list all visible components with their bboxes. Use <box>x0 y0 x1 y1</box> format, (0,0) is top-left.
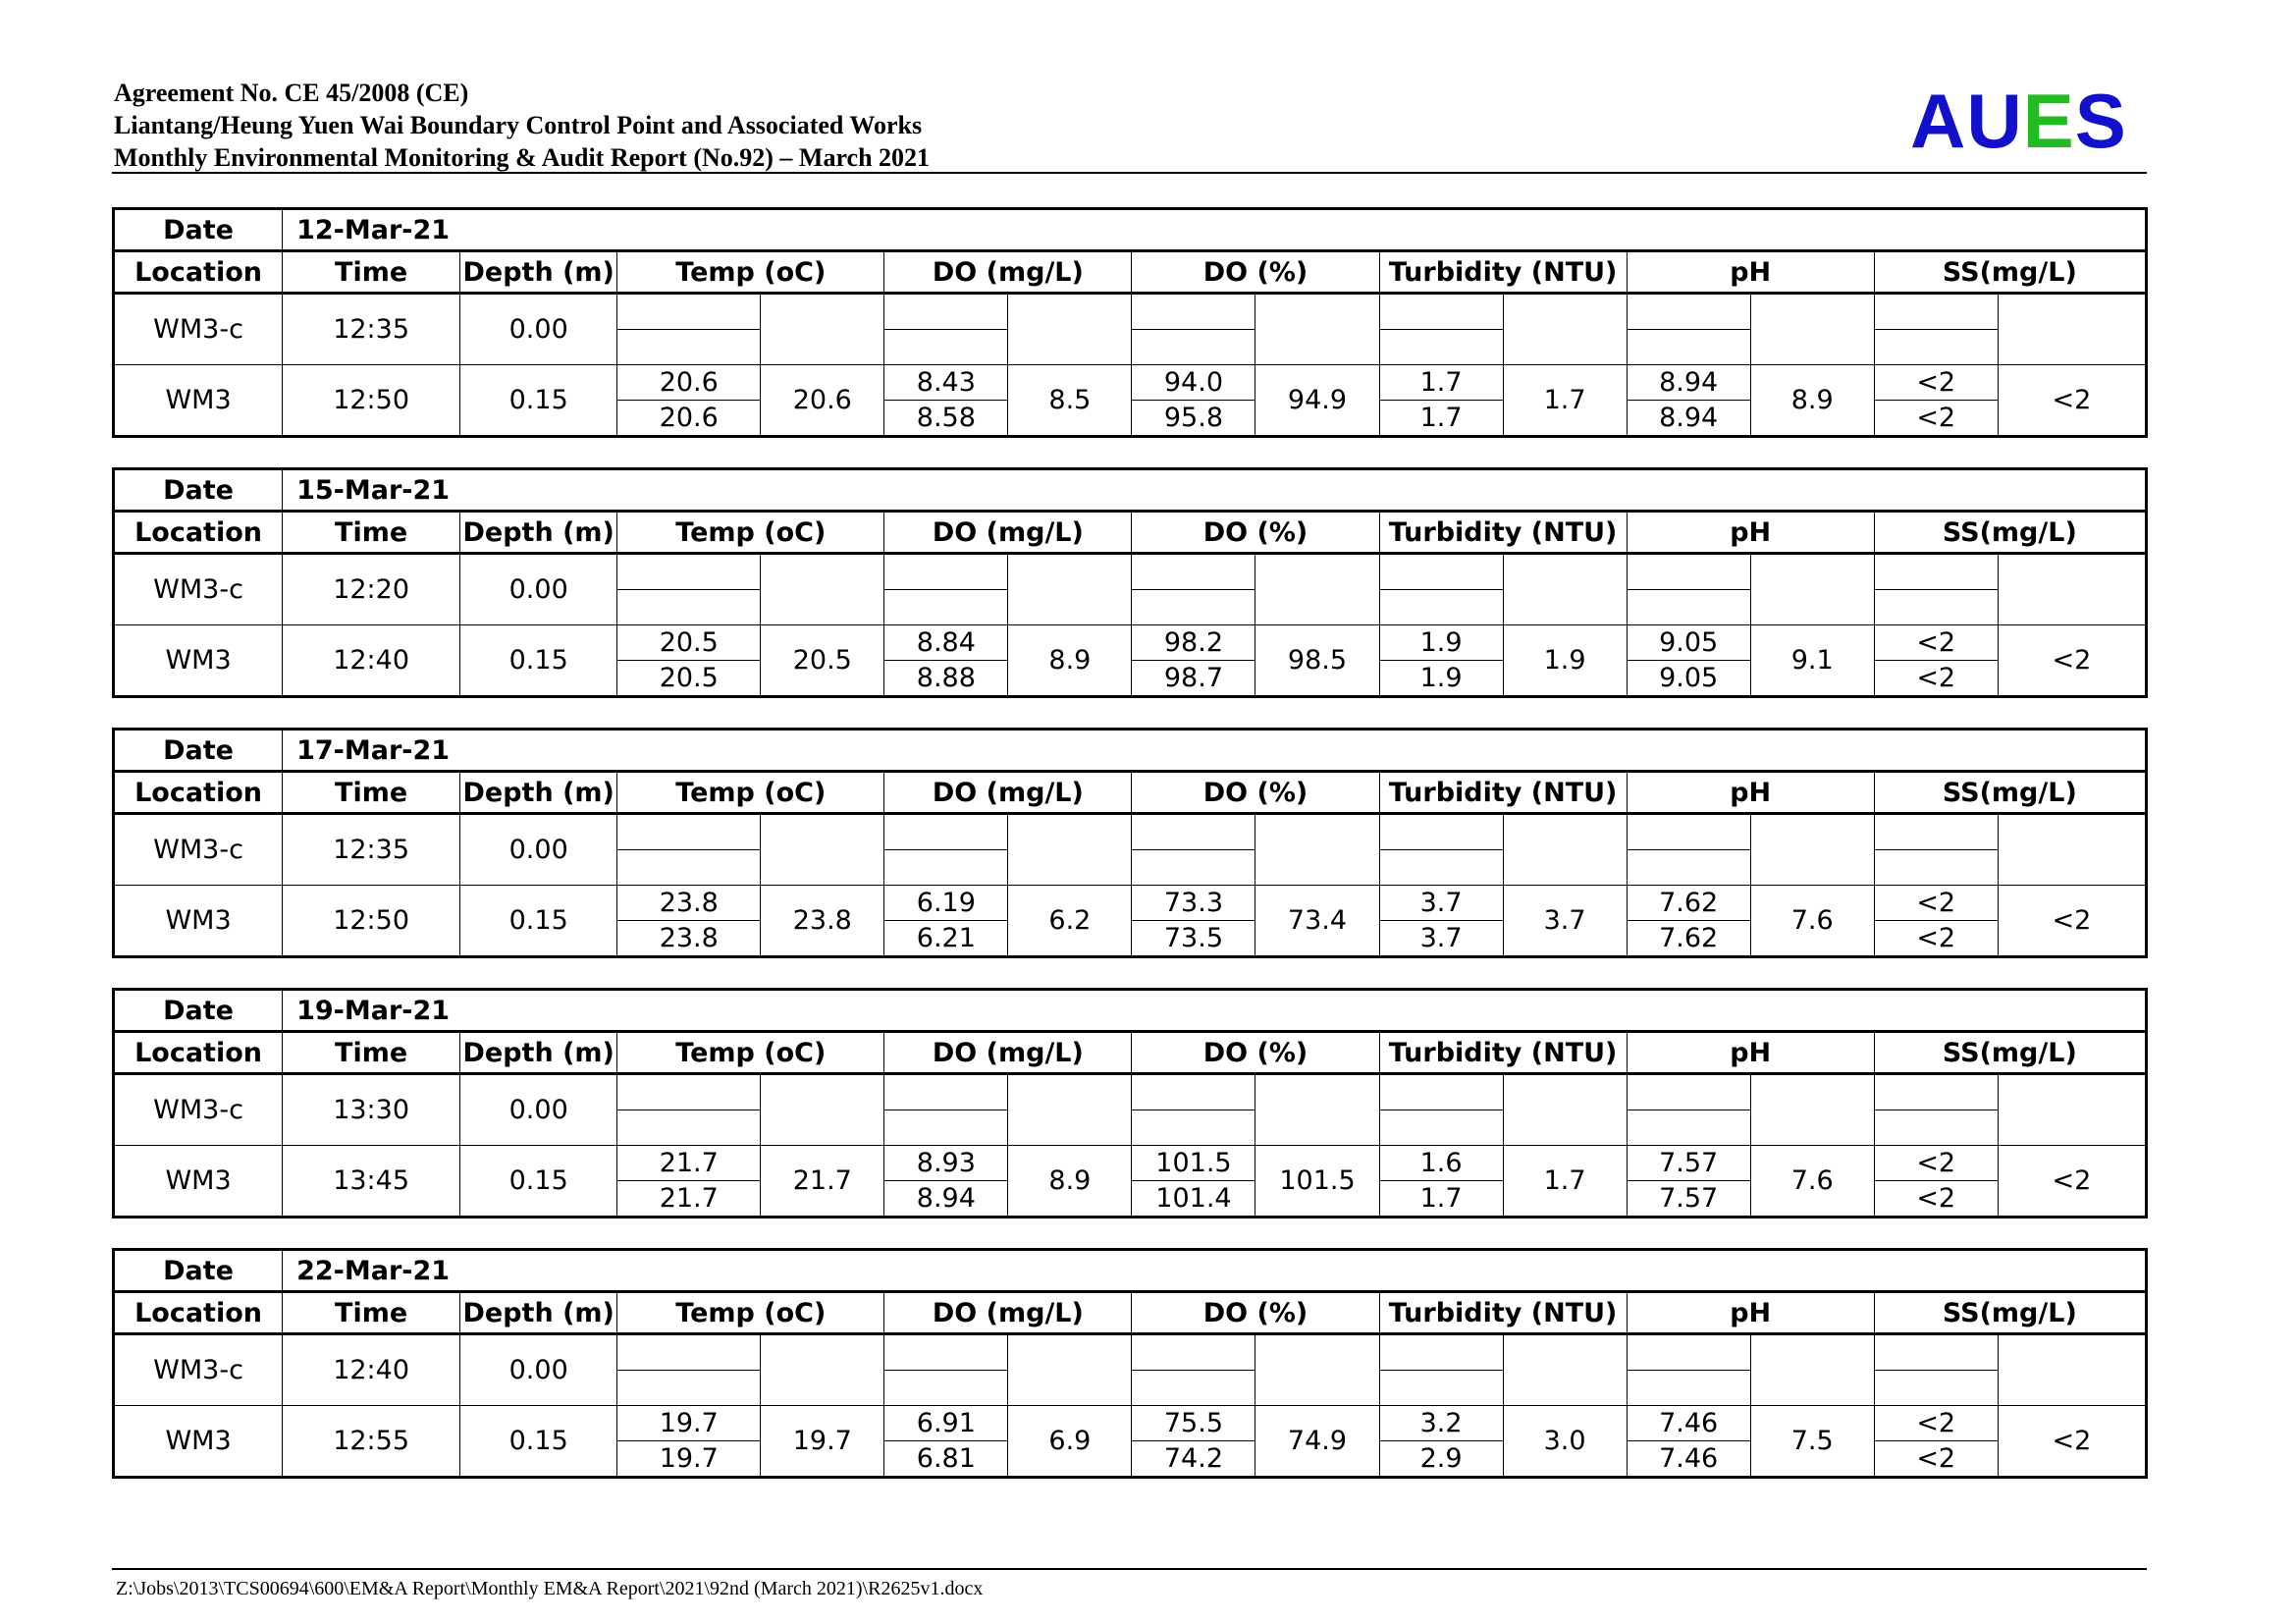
turbidity-header: Turbidity (NTU) <box>1379 772 1627 814</box>
location-cell: WM3 <box>114 886 283 957</box>
ss-reading: <2 <box>1874 365 1998 401</box>
time-cell: 12:35 <box>283 814 460 886</box>
time-cell: 12:50 <box>283 365 460 437</box>
time-cell: 12:40 <box>283 625 460 697</box>
ss-reading: <2 <box>1874 401 1998 437</box>
empty-cell <box>1132 814 1255 850</box>
empty-cell <box>1132 1074 1255 1110</box>
do-pct-reading: 75.5 <box>1132 1406 1255 1441</box>
ph-reading: 8.94 <box>1627 401 1750 437</box>
ph-reading: 7.46 <box>1627 1406 1750 1441</box>
ss-reading: <2 <box>1874 921 1998 957</box>
time-cell: 12:40 <box>283 1334 460 1406</box>
temp-reading: 23.8 <box>617 886 761 921</box>
do-pct-reading: 101.5 <box>1132 1146 1255 1181</box>
do-mgl-header: DO (mg/L) <box>884 1032 1132 1074</box>
empty-cell <box>1750 554 1874 625</box>
do-mgl-reading: 6.21 <box>884 921 1008 957</box>
empty-cell <box>1627 590 1750 625</box>
empty-cell <box>617 1334 761 1371</box>
empty-cell <box>1874 1371 1998 1406</box>
empty-cell <box>1874 330 1998 365</box>
empty-cell <box>617 1371 761 1406</box>
impact-station-row <box>114 1146 2147 1181</box>
turbidity-reading: 3.2 <box>1379 1406 1503 1441</box>
time-cell: 12:35 <box>283 294 460 365</box>
time-cell: 13:30 <box>283 1074 460 1146</box>
water-quality-table <box>112 728 2148 958</box>
time-header: Time <box>283 772 460 814</box>
location-cell: WM3-c <box>114 1074 283 1146</box>
do-pct-average: 101.5 <box>1255 1146 1379 1218</box>
impact-station-row <box>114 625 2147 661</box>
temp-header: Temp (oC) <box>617 772 884 814</box>
control-station-row <box>114 294 2147 330</box>
header-divider <box>112 172 2147 174</box>
date-value: 22-Mar-21 <box>283 1250 2147 1292</box>
empty-cell <box>1627 554 1750 590</box>
do-mgl-header: DO (mg/L) <box>884 772 1132 814</box>
empty-cell <box>1008 294 1132 365</box>
empty-cell <box>1627 1074 1750 1110</box>
location-header: Location <box>114 512 283 554</box>
empty-cell <box>1874 1110 1998 1146</box>
time-cell: 12:55 <box>283 1406 460 1478</box>
ss-reading: <2 <box>1874 625 1998 661</box>
empty-cell <box>1255 294 1379 365</box>
empty-cell <box>1998 294 2146 365</box>
do-mgl-average: 6.9 <box>1008 1406 1132 1478</box>
depth-header: Depth (m) <box>460 1032 617 1074</box>
ph-reading: 7.46 <box>1627 1441 1750 1478</box>
temp-average: 21.7 <box>761 1146 884 1218</box>
date-label: Date <box>114 209 283 251</box>
turbidity-reading: 1.7 <box>1379 365 1503 401</box>
empty-cell <box>761 814 884 886</box>
turbidity-reading: 1.6 <box>1379 1146 1503 1181</box>
empty-cell <box>1627 330 1750 365</box>
time-header: Time <box>283 251 460 294</box>
ph-reading: 9.05 <box>1627 661 1750 697</box>
empty-cell <box>1132 554 1255 590</box>
water-quality-table <box>112 1248 2148 1479</box>
location-cell: WM3 <box>114 625 283 697</box>
time-header: Time <box>283 1032 460 1074</box>
temp-header: Temp (oC) <box>617 1032 884 1074</box>
empty-cell <box>1379 294 1503 330</box>
empty-cell <box>884 1371 1008 1406</box>
empty-cell <box>1627 814 1750 850</box>
do-mgl-reading: 6.91 <box>884 1406 1008 1441</box>
location-cell: WM3-c <box>114 294 283 365</box>
do-mgl-average: 8.9 <box>1008 625 1132 697</box>
empty-cell <box>617 1074 761 1110</box>
date-value: 17-Mar-21 <box>283 730 2147 772</box>
depth-cell: 0.00 <box>460 294 617 365</box>
empty-cell <box>1627 1371 1750 1406</box>
empty-cell <box>617 1110 761 1146</box>
temp-average: 23.8 <box>761 886 884 957</box>
turbidity-reading: 1.7 <box>1379 401 1503 437</box>
date-value: 19-Mar-21 <box>283 990 2147 1032</box>
turbidity-average: 1.7 <box>1503 1146 1627 1218</box>
empty-cell <box>1379 850 1503 886</box>
time-cell: 12:50 <box>283 886 460 957</box>
empty-cell <box>1998 1074 2146 1146</box>
location-cell: WM3-c <box>114 814 283 886</box>
empty-cell <box>1008 1334 1132 1406</box>
turbidity-average: 1.7 <box>1503 365 1627 437</box>
empty-cell <box>1132 294 1255 330</box>
empty-cell <box>617 554 761 590</box>
ph-header: pH <box>1627 772 1874 814</box>
turbidity-average: 1.9 <box>1503 625 1627 697</box>
time-cell: 12:20 <box>283 554 460 625</box>
empty-cell <box>1874 590 1998 625</box>
control-station-row <box>114 814 2147 850</box>
empty-cell <box>1132 850 1255 886</box>
empty-cell <box>1255 1074 1379 1146</box>
depth-cell: 0.00 <box>460 554 617 625</box>
project-line: Liantang/Heung Yuen Wai Boundary Control Point and Associated Works <box>114 111 923 139</box>
date-value: 15-Mar-21 <box>283 469 2147 512</box>
impact-station-row <box>114 365 2147 401</box>
empty-cell <box>884 814 1008 850</box>
ph-header: pH <box>1627 251 1874 294</box>
ss-reading: <2 <box>1874 1181 1998 1218</box>
date-label: Date <box>114 990 283 1032</box>
do-pct-reading: 95.8 <box>1132 401 1255 437</box>
empty-cell <box>1998 814 2146 886</box>
empty-cell <box>1874 850 1998 886</box>
ss-average: <2 <box>1998 365 2146 437</box>
ss-header: SS(mg/L) <box>1874 251 2146 294</box>
control-station-row <box>114 1334 2147 1371</box>
do-pct-average: 73.4 <box>1255 886 1379 957</box>
empty-cell <box>617 850 761 886</box>
temp-reading: 20.5 <box>617 625 761 661</box>
empty-cell <box>1503 1334 1627 1406</box>
do-mgl-header: DO (mg/L) <box>884 1292 1132 1334</box>
empty-cell <box>1874 294 1998 330</box>
empty-cell <box>884 850 1008 886</box>
time-cell: 13:45 <box>283 1146 460 1218</box>
empty-cell <box>617 590 761 625</box>
depth-header: Depth (m) <box>460 772 617 814</box>
empty-cell <box>1627 294 1750 330</box>
turbidity-average: 3.7 <box>1503 886 1627 957</box>
empty-cell <box>1255 814 1379 886</box>
ss-average: <2 <box>1998 1146 2146 1218</box>
empty-cell <box>1874 554 1998 590</box>
do-mgl-header: DO (mg/L) <box>884 251 1132 294</box>
location-cell: WM3 <box>114 1406 283 1478</box>
do-mgl-header: DO (mg/L) <box>884 512 1132 554</box>
location-cell: WM3-c <box>114 554 283 625</box>
do-mgl-reading: 8.58 <box>884 401 1008 437</box>
empty-cell <box>1750 294 1874 365</box>
water-quality-table <box>112 467 2148 698</box>
location-header: Location <box>114 772 283 814</box>
empty-cell <box>1379 590 1503 625</box>
date-label: Date <box>114 730 283 772</box>
temp-reading: 20.6 <box>617 401 761 437</box>
empty-cell <box>761 1334 884 1406</box>
turbidity-reading: 2.9 <box>1379 1441 1503 1478</box>
date-value: 12-Mar-21 <box>283 209 2147 251</box>
empty-cell <box>1750 1334 1874 1406</box>
empty-cell <box>761 1074 884 1146</box>
empty-cell <box>884 330 1008 365</box>
do-mgl-average: 8.9 <box>1008 1146 1132 1218</box>
control-station-row <box>114 1074 2147 1110</box>
turbidity-reading: 1.9 <box>1379 625 1503 661</box>
temp-reading: 20.5 <box>617 661 761 697</box>
depth-cell: 0.15 <box>460 886 617 957</box>
do-pct-header: DO (%) <box>1132 772 1379 814</box>
control-station-row <box>114 554 2147 590</box>
water-quality-table <box>112 207 2148 438</box>
time-header: Time <box>283 512 460 554</box>
empty-cell <box>1379 1334 1503 1371</box>
do-pct-header: DO (%) <box>1132 512 1379 554</box>
turbidity-reading: 3.7 <box>1379 921 1503 957</box>
turbidity-reading: 3.7 <box>1379 886 1503 921</box>
do-pct-reading: 98.7 <box>1132 661 1255 697</box>
do-mgl-average: 8.5 <box>1008 365 1132 437</box>
ph-average: 8.9 <box>1750 365 1874 437</box>
logo-letter: A <box>1910 78 1967 164</box>
empty-cell <box>884 554 1008 590</box>
depth-cell: 0.15 <box>460 365 617 437</box>
empty-cell <box>1998 1334 2146 1406</box>
ss-reading: <2 <box>1874 886 1998 921</box>
empty-cell <box>1503 554 1627 625</box>
empty-cell <box>1132 1110 1255 1146</box>
do-pct-average: 74.9 <box>1255 1406 1379 1478</box>
depth-cell: 0.15 <box>460 1146 617 1218</box>
do-mgl-reading: 8.94 <box>884 1181 1008 1218</box>
depth-header: Depth (m) <box>460 1292 617 1334</box>
do-mgl-average: 6.2 <box>1008 886 1132 957</box>
temp-reading: 19.7 <box>617 1406 761 1441</box>
water-quality-table <box>112 988 2148 1218</box>
agreement-line: Agreement No. CE 45/2008 (CE) <box>114 79 469 107</box>
ph-header: pH <box>1627 512 1874 554</box>
location-header: Location <box>114 1032 283 1074</box>
empty-cell <box>617 294 761 330</box>
empty-cell <box>1008 1074 1132 1146</box>
do-mgl-reading: 8.93 <box>884 1146 1008 1181</box>
empty-cell <box>884 294 1008 330</box>
temp-reading: 23.8 <box>617 921 761 957</box>
depth-cell: 0.00 <box>460 1334 617 1406</box>
do-mgl-reading: 8.43 <box>884 365 1008 401</box>
temp-reading: 19.7 <box>617 1441 761 1478</box>
empty-cell <box>1998 554 2146 625</box>
empty-cell <box>761 294 884 365</box>
empty-cell <box>1379 1371 1503 1406</box>
empty-cell <box>1627 850 1750 886</box>
aues-logo <box>1910 77 2127 165</box>
ss-reading: <2 <box>1874 661 1998 697</box>
empty-cell <box>1874 1074 1998 1110</box>
empty-cell <box>761 554 884 625</box>
footer-divider <box>112 1568 2147 1570</box>
ph-average: 9.1 <box>1750 625 1874 697</box>
location-cell: WM3 <box>114 365 283 437</box>
depth-cell: 0.00 <box>460 814 617 886</box>
do-mgl-reading: 6.19 <box>884 886 1008 921</box>
logo-letter: S <box>2074 78 2127 164</box>
empty-cell <box>1874 1334 1998 1371</box>
empty-cell <box>1627 1334 1750 1371</box>
empty-cell <box>884 1334 1008 1371</box>
depth-header: Depth (m) <box>460 251 617 294</box>
temp-reading: 20.6 <box>617 365 761 401</box>
ph-reading: 7.62 <box>1627 886 1750 921</box>
file-path-footer: Z:\Jobs\2013\TCS00694\600\EM&A Report\Monthly EM&A Report\2021\92nd (March 2021)\R2625v1.docx <box>116 1578 984 1599</box>
temp-header: Temp (oC) <box>617 1292 884 1334</box>
do-pct-reading: 73.3 <box>1132 886 1255 921</box>
empty-cell <box>1503 294 1627 365</box>
ss-reading: <2 <box>1874 1406 1998 1441</box>
turbidity-header: Turbidity (NTU) <box>1379 512 1627 554</box>
date-label: Date <box>114 469 283 512</box>
empty-cell <box>1255 554 1379 625</box>
date-label: Date <box>114 1250 283 1292</box>
report-title-line: Monthly Environmental Monitoring & Audit Report (No.92) – March 2021 <box>114 143 931 172</box>
logo-letter: E <box>2022 78 2075 164</box>
ss-average: <2 <box>1998 1406 2146 1478</box>
turbidity-reading: 1.7 <box>1379 1181 1503 1218</box>
empty-cell <box>1132 1334 1255 1371</box>
do-pct-reading: 74.2 <box>1132 1441 1255 1478</box>
ss-header: SS(mg/L) <box>1874 772 2146 814</box>
empty-cell <box>1750 814 1874 886</box>
do-pct-header: DO (%) <box>1132 251 1379 294</box>
ph-reading: 9.05 <box>1627 625 1750 661</box>
empty-cell <box>884 1074 1008 1110</box>
empty-cell <box>1379 1074 1503 1110</box>
empty-cell <box>1503 814 1627 886</box>
ss-header: SS(mg/L) <box>1874 512 2146 554</box>
do-pct-header: DO (%) <box>1132 1032 1379 1074</box>
do-pct-reading: 94.0 <box>1132 365 1255 401</box>
do-pct-average: 98.5 <box>1255 625 1379 697</box>
empty-cell <box>1132 330 1255 365</box>
do-pct-header: DO (%) <box>1132 1292 1379 1334</box>
location-cell: WM3-c <box>114 1334 283 1406</box>
report-header <box>114 77 930 174</box>
empty-cell <box>884 1110 1008 1146</box>
turbidity-header: Turbidity (NTU) <box>1379 1292 1627 1334</box>
ss-header: SS(mg/L) <box>1874 1032 2146 1074</box>
empty-cell <box>1750 1074 1874 1146</box>
ph-header: pH <box>1627 1292 1874 1334</box>
turbidity-average: 3.0 <box>1503 1406 1627 1478</box>
ss-reading: <2 <box>1874 1441 1998 1478</box>
logo-letter: U <box>1966 78 2023 164</box>
do-mgl-reading: 6.81 <box>884 1441 1008 1478</box>
do-pct-reading: 73.5 <box>1132 921 1255 957</box>
temp-average: 20.5 <box>761 625 884 697</box>
temp-average: 20.6 <box>761 365 884 437</box>
empty-cell <box>884 590 1008 625</box>
empty-cell <box>1503 1074 1627 1146</box>
depth-cell: 0.15 <box>460 625 617 697</box>
ph-reading: 8.94 <box>1627 365 1750 401</box>
temp-reading: 21.7 <box>617 1181 761 1218</box>
ss-average: <2 <box>1998 886 2146 957</box>
do-pct-reading: 101.4 <box>1132 1181 1255 1218</box>
ph-reading: 7.57 <box>1627 1146 1750 1181</box>
do-mgl-reading: 8.84 <box>884 625 1008 661</box>
empty-cell <box>1132 590 1255 625</box>
empty-cell <box>617 330 761 365</box>
ph-reading: 7.62 <box>1627 921 1750 957</box>
ph-average: 7.6 <box>1750 1146 1874 1218</box>
depth-cell: 0.15 <box>460 1406 617 1478</box>
ph-header: pH <box>1627 1032 1874 1074</box>
time-header: Time <box>283 1292 460 1334</box>
temp-average: 19.7 <box>761 1406 884 1478</box>
ss-header: SS(mg/L) <box>1874 1292 2146 1334</box>
temp-header: Temp (oC) <box>617 251 884 294</box>
empty-cell <box>1255 1334 1379 1406</box>
empty-cell <box>1627 1110 1750 1146</box>
empty-cell <box>1874 814 1998 850</box>
empty-cell <box>1379 330 1503 365</box>
ss-reading: <2 <box>1874 1146 1998 1181</box>
ph-reading: 7.57 <box>1627 1181 1750 1218</box>
location-header: Location <box>114 251 283 294</box>
depth-header: Depth (m) <box>460 512 617 554</box>
temp-reading: 21.7 <box>617 1146 761 1181</box>
do-mgl-reading: 8.88 <box>884 661 1008 697</box>
location-header: Location <box>114 1292 283 1334</box>
impact-station-row <box>114 1406 2147 1441</box>
empty-cell <box>1379 1110 1503 1146</box>
do-pct-average: 94.9 <box>1255 365 1379 437</box>
ss-average: <2 <box>1998 625 2146 697</box>
depth-cell: 0.00 <box>460 1074 617 1146</box>
empty-cell <box>1379 554 1503 590</box>
impact-station-row <box>114 886 2147 921</box>
temp-header: Temp (oC) <box>617 512 884 554</box>
empty-cell <box>1008 554 1132 625</box>
ph-average: 7.5 <box>1750 1406 1874 1478</box>
empty-cell <box>617 814 761 850</box>
do-pct-reading: 98.2 <box>1132 625 1255 661</box>
empty-cell <box>1008 814 1132 886</box>
location-cell: WM3 <box>114 1146 283 1218</box>
ph-average: 7.6 <box>1750 886 1874 957</box>
turbidity-header: Turbidity (NTU) <box>1379 251 1627 294</box>
turbidity-header: Turbidity (NTU) <box>1379 1032 1627 1074</box>
turbidity-reading: 1.9 <box>1379 661 1503 697</box>
empty-cell <box>1132 1371 1255 1406</box>
empty-cell <box>1379 814 1503 850</box>
